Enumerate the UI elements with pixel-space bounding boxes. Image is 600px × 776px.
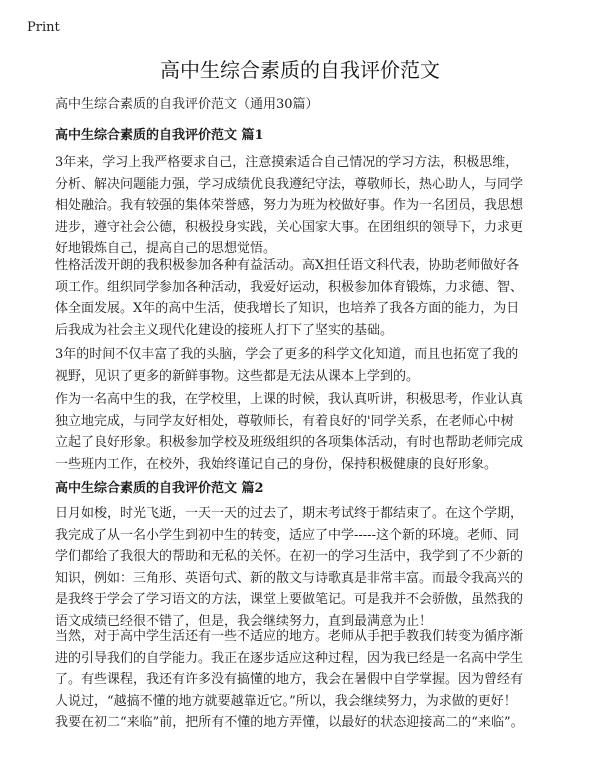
text-line: 人说过，“越搞不懂的地方就要越靠近它。”所以，我会继续努力，为求做的更好！ — [55, 693, 517, 709]
text-line: 进的引导我们的自学能力。我正在逐步适应这种过程，因为我已经是一名高中学生 — [55, 650, 524, 666]
text-line: 3年的时间不仅丰富了我的头脑，学会了更多的科学文化知道，而且也拓宽了我的 — [55, 347, 519, 362]
text-line: 作为一名高中生的我，在学校里，上课的时候，我认真听讲，积极思考，作业认真 — [55, 392, 524, 407]
text-line: 独立地完成，与同学友好相处，尊敬师长，有着良好的'同学关系，在老师心中树 — [55, 413, 514, 429]
page-title: 高中生综合素质的自我评价范文 — [160, 58, 440, 82]
text-line: 体全面发展。X年的高中生活，使我增长了知识，也培养了我各方面的能力，为日 — [55, 301, 520, 316]
section-heading-1: 高中生综合素质的自我评价范文 篇1 — [55, 128, 264, 143]
paragraph-2-1 — [55, 503, 555, 632]
text-line: 分析、解决问题能力强，学习成绩优良我遵纪守法，尊敬师长，热心助人，与同学 — [55, 176, 524, 192]
paragraph-1-2 — [55, 255, 555, 341]
text-line: 日月如梭，时光飞逝，一天一天的过去了，期末考试终于都结束了。在这个学期， — [55, 506, 524, 521]
text-line: 后我成为社会主义现代化建设的接班人打下了坚实的基础。 — [55, 322, 394, 338]
text-line: 3年来，学习上我严格要求自己，注意摸索适合自己情况的学习方法，积极思维， — [55, 155, 519, 170]
text-line: 相处融洽。我有较强的集体荣誉感，努力为班为校做好事。作为一名团员，我思想 — [55, 198, 524, 213]
text-line: 我完成了从一名小学生到初中生的转变，适应了中学-----这个新的环境。老师、同 — [55, 527, 519, 543]
text-line: 好地锻炼自己，提高自己的思想觉悟。 — [55, 241, 277, 256]
print-link[interactable]: Print — [27, 20, 60, 35]
text-line: 知识，例如：三角形、英语句式、新的散文与诗歌真是非常丰富。而最令我高兴的 — [55, 570, 524, 586]
paragraph-2-2 — [55, 626, 555, 734]
paragraph-1-1 — [55, 152, 555, 260]
document-subtitle: 高中生综合素质的自我评价范文（通用30篇） — [55, 97, 319, 112]
text-line: 学们都给了我很大的帮助和无私的关怀。在初一的学习生活中，我学到了不少新的 — [55, 549, 524, 564]
text-line: 视野，见识了更多的新鲜事物。这些都是无法从课本上学到的。 — [55, 368, 420, 384]
text-line: 语文成绩已经很不错了，但是，我会继续努力，直到最满意为止！ — [55, 613, 433, 629]
text-line: 进步，遵守社会公德，积极投身实践，关心国家大事。在团组织的领导下，力求更 — [55, 219, 524, 235]
paragraph-1-4 — [55, 389, 555, 475]
text-line: 了。有些课程，我还有许多没有搞懂的地方，我会在暑假中自学掌握。因为曾经有 — [55, 672, 524, 687]
section-heading-2: 高中生综合素质的自我评价范文 篇2 — [55, 481, 264, 496]
text-line: 当然，对于高中学生活还有一些不适应的地方。老师从手把手教我们转变为循序渐 — [55, 629, 524, 644]
text-line: 立起了良好形象。积极参加学校及班级组织的各项集体活动，有时也帮助老师完成 — [55, 435, 524, 450]
text-line: 我要在初二“来临”前，把所有不懂的地方弄懂，以最好的状态迎接高二的“来临”。 — [55, 715, 524, 730]
text-line: 项工作。组织同学参加各种活动，我爱好运动，积极参加体育锻炼，力求德、智、 — [55, 279, 524, 295]
text-line: 性格活泼开朗的我积极参加各种有益活动。高X担任语文科代表，协助老师做好各 — [55, 258, 520, 273]
text-line: 一些班内工作，在校外，我始终谨记自己的身份，保持积极健康的良好形象。 — [55, 456, 498, 472]
paragraph-1-3 — [55, 344, 555, 387]
text-line: 是我终于学会了学习语文的方法，课堂上要做笔记。可是我并不会骄傲，虽然我的 — [55, 592, 524, 607]
